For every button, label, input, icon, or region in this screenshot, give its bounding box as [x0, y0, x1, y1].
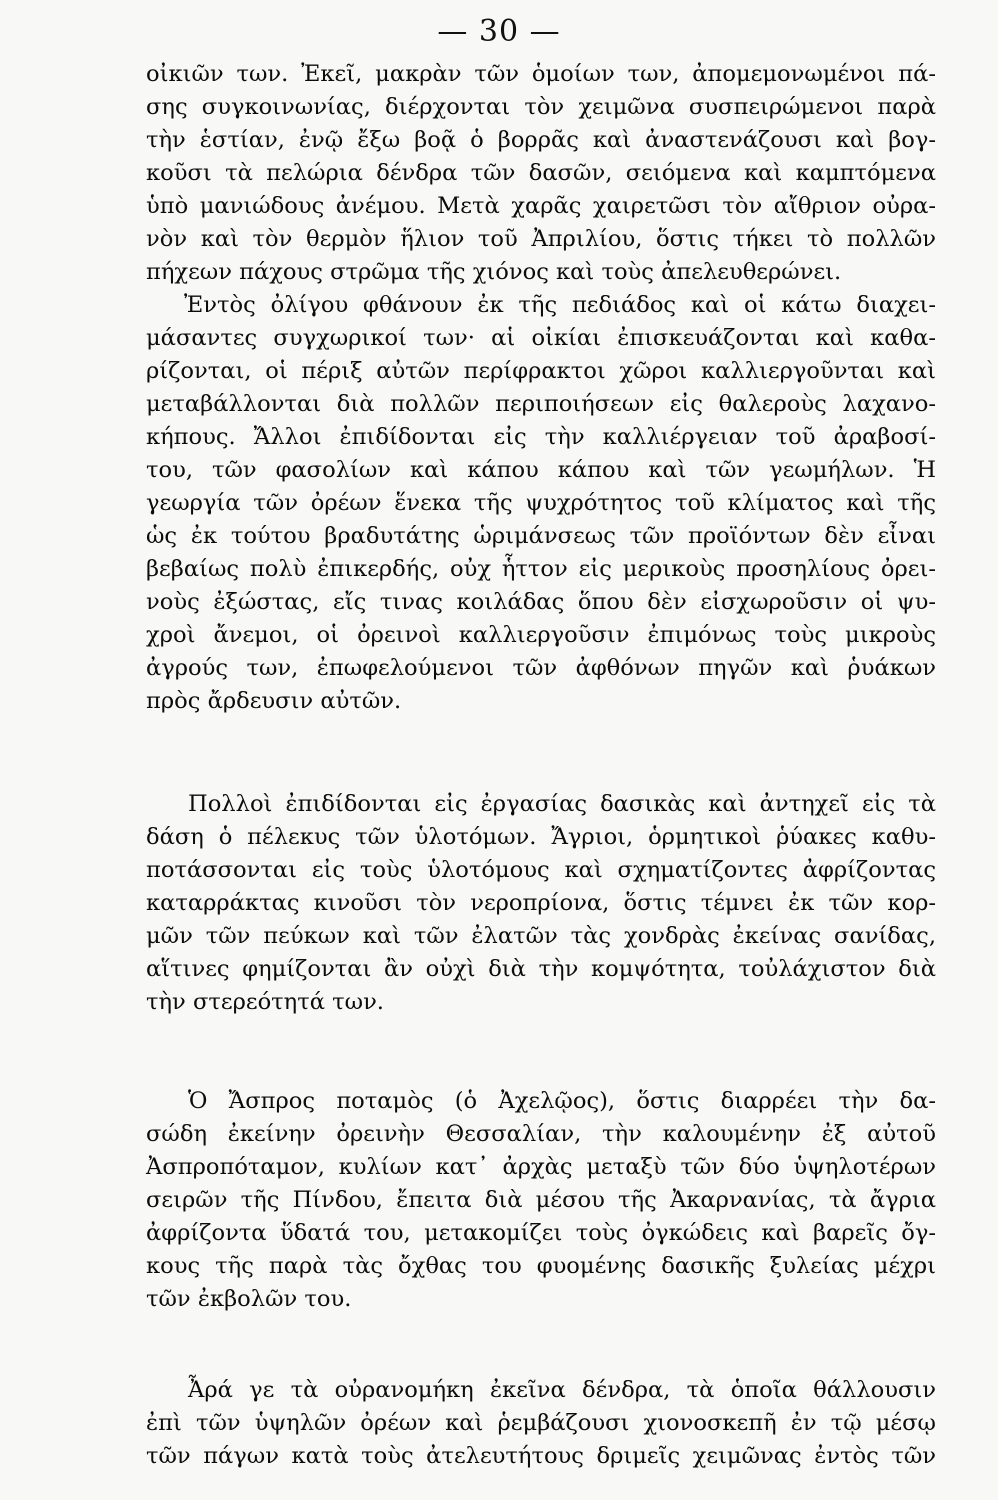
paragraph-acheloos [146, 1085, 936, 1316]
text-line: Ἀσπροπόταμον, κυλίων κατ᾽ ἀρχὰς μεταξὺ τῶν δύο ὑψηλοτέρων [146, 1154, 936, 1180]
text-line: κους τῆς παρὰ τὰς ὄχθας του φυομένης δασικῆς ξυλείας μέχρι [146, 1253, 936, 1279]
text-line: ἀγρούς των, ἐπωφελούμενοι τῶν ἀφθόνων πηγῶν καὶ ῥυάκων [146, 655, 936, 681]
text-line: μεταβάλλονται διὰ πολλῶν περιποιήσεων εἰς θαλεροὺς λαχανο- [146, 391, 936, 417]
text-line: τῶν πάγων κατὰ τοὺς ἀτελευτήτους δριμεῖς χειμῶνας ἐντὸς τῶν [146, 1443, 936, 1469]
text-line: Ὁ Ἄσπρος ποταμὸς (ὁ Ἀχελῷος), ὅστις διαρρέει τὴν δα- [188, 1088, 936, 1114]
text-line: κοῦσι τὰ πελώρια δένδρα τῶν δασῶν, σειόμενα καὶ καμπτόμενα [146, 160, 936, 186]
page-number: — 30 — [437, 14, 561, 49]
text-line: ὑπὸ μανιώδους ἀνέμου. Μετὰ χαρᾶς χαιρετῶσι τὸν αἴθριον οὐρα- [146, 193, 936, 219]
text-line: ἐπὶ τῶν ὑψηλῶν ὀρέων καὶ ῥεμβάζουσι χιονοσκεπῆ ἐν τῷ μέσῳ [146, 1410, 936, 1436]
text-line: πρὸς ἄρδευσιν αὐτῶν. [146, 688, 402, 714]
paragraph-forestry [146, 788, 936, 1019]
text-line: πήχεων πάχους στρῶμα τῆς χιόνος καὶ τοὺς ἀπελευθερώνει. [146, 259, 842, 285]
text-line: του, τῶν φασολίων καὶ κάπου κάπου καὶ τῶν γεωμήλων. Ἡ [146, 457, 936, 483]
text-line: οἰκιῶν των. Ἐκεῖ, μακρὰν τῶν ὁμοίων των, ἀπομεμονωμένοι πά- [146, 61, 936, 87]
text-line: ἀφρίζοντα ὕδατά του, μετακομίζει τοὺς ὀγκώδεις καὶ βαρεῖς ὄγ- [146, 1220, 936, 1246]
text-line: τῶν ἐκβολῶν του. [146, 1286, 352, 1312]
paragraph-continuation [146, 58, 936, 718]
text-line: τὴν στερεότητά των. [146, 989, 384, 1015]
text-line: σώδη ἐκείνην ὀρεινὴν Θεσσαλίαν, τὴν καλουμένην ἐξ αὐτοῦ [146, 1121, 936, 1147]
text-line: γεωργία τῶν ὀρέων ἕνεκα τῆς ψυχρότητος τοῦ κλίματος καὶ τῆς [146, 490, 936, 516]
text-line: τὴν ἑστίαν, ἐνῷ ἔξω βοᾷ ὁ βορρᾶς καὶ ἀναστενάζουσι καὶ βογ- [146, 127, 936, 153]
text-line: ρίζονται, οἱ πέριξ αὐτῶν περίφρακτοι χῶροι καλλιεργοῦνται καὶ [146, 358, 936, 384]
text-line: σειρῶν τῆς Πίνδου, ἔπειτα διὰ μέσου τῆς Ἀκαρνανίας, τὰ ἄγρια [146, 1187, 936, 1213]
paragraph-trees [146, 1374, 936, 1473]
text-line: ὡς ἐκ τούτου βραδυτάτης ὡριμάνσεως τῶν προϊόντων δὲν εἶναι [146, 523, 936, 549]
text-line: κήπους. Ἄλλοι ἐπιδίδονται εἰς τὴν καλλιέργειαν τοῦ ἀραβοσί- [146, 424, 936, 450]
text-line: βεβαίως πολὺ ἐπικερδής, οὐχ ἧττον εἰς μερικοὺς προσηλίους ὀρει- [146, 556, 936, 582]
text-line: μάσαντες συγχωρικοί των· αἱ οἰκίαι ἐπισκευάζονται καὶ καθα- [146, 325, 936, 351]
text-line: σης συγκοινωνίας, διέρχονται τὸν χειμῶνα συσπειρώμενοι παρὰ [146, 94, 936, 120]
text-line: αἵτινες φημίζονται ἂν οὐχὶ διὰ τὴν κομψότητα, τοὐλάχιστον διὰ [146, 956, 936, 982]
text-line: καταρράκτας κινοῦσι τὸν νεροπρίονα, ὅστις τέμνει ἐκ τῶν κορ- [146, 890, 936, 916]
text-line: δάση ὁ πέλεκυς τῶν ὑλοτόμων. Ἄγριοι, ὁρμητικοὶ ῥύακες καθυ- [146, 824, 936, 850]
text-line: Ἐντὸς ὀλίγου φθάνουν ἐκ τῆς πεδιάδος καὶ οἱ κάτω διαχει- [184, 292, 936, 318]
text-line: νοὺς ἐξώστας, εἴς τινας κοιλάδας ὅπου δὲν εἰσχωροῦσιν οἱ ψυ- [146, 589, 936, 615]
text-line: Πολλοὶ ἐπιδίδονται εἰς ἐργασίας δασικὰς καὶ ἀντηχεῖ εἰς τὰ [188, 791, 936, 817]
text-line: μῶν τῶν πεύκων καὶ τῶν ἐλατῶν τὰς χονδρὰς ἐκείνας σανίδας, [146, 923, 936, 949]
text-line: Ἆρά γε τὰ οὐρανομήκη ἐκεῖνα δένδρα, τὰ ὁποῖα θάλλουσιν [188, 1377, 936, 1403]
text-line: ποτάσσονται εἰς τοὺς ὑλοτόμους καὶ σχηματίζοντες ἀφρίζοντας [146, 857, 936, 883]
text-line: νὸν καὶ τὸν θερμὸν ἥλιον τοῦ Ἀπριλίου, ὅστις τήκει τὸ πολλῶν [146, 226, 936, 252]
text-line: χροὶ ἄνεμοι, οἱ ὀρεινοὶ καλλιεργοῦσιν ἐπιμόνως τοὺς μικροὺς [146, 622, 936, 648]
